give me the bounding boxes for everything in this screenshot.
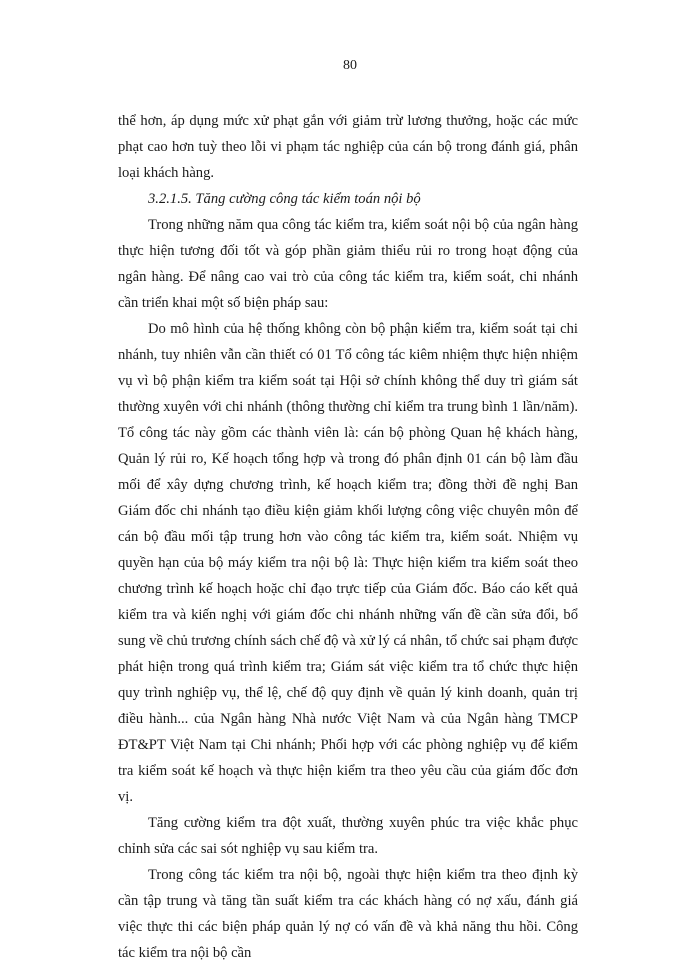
- paragraph: Trong công tác kiểm tra nội bộ, ngoài thực hiện kiểm tra theo định kỳ cần tập trung và tăng tần suất kiểm tra các khách hàng có nợ xấu, đánh giá việc thực thi các biện pháp quản lý nợ có vấn đề và khả năng thu hồi. Công tác kiểm tra nội bộ cần: [118, 867, 578, 961]
- paragraph: Trong những năm qua công tác kiểm tra, kiểm soát nội bộ của ngân hàng thực hiện tương đối tốt và góp phần giảm thiểu rủi ro trong hoạt động của ngân hàng. Để nâng cao vai trò của công tác kiểm tra, kiểm soát, chi nhánh cần triển khai một số biện pháp sau:: [118, 217, 578, 311]
- paragraph: Do mô hình của hệ thống không còn bộ phận kiểm tra, kiểm soát tại chi nhánh, tuy nhiên vẫn cần thiết có 01 Tổ công tác kiêm nhiệm thực hiện nhiệm vụ vì bộ phận kiểm tra kiểm soát tại Hội sở chính không thể duy trì giám sát thường xuyên với chi nhánh (thông thường chỉ kiểm tra trung bình 1 lần/năm). Tổ công tác này gồm các thành viên là: cán bộ phòng Quan hệ khách hàng, Quản lý rủi ro, Kế hoạch tổng hợp và trong đó phân định 01 cán bộ làm đầu mối để xây dựng chương trình, kế hoạch kiểm tra; đồng thời đề nghị Ban Giám đốc chi nhánh tạo điều kiện giảm khối lượng công việc chuyên môn để cán bộ đầu mối tập trung hơn vào công tác kiểm tra, kiểm soát. Nhiệm vụ quyền hạn của bộ máy kiểm tra nội bộ là: Thực hiện kiểm tra kiểm soát theo chương trình kế hoạch hoặc chỉ đạo trực tiếp của Giám đốc. Báo cáo kết quả kiểm tra và kiến nghị với giám đốc chi nhánh những vấn đề cần sửa đổi, bổ sung về chủ trương chính sách chế độ và xử lý cá nhân, tổ chức sai phạm được phát hiện trong quá trình kiểm tra; Giám sát việc kiểm tra tổ chức thực hiện quy trình nghiệp vụ, thể lệ, chế độ quy định về quản lý kinh doanh, quản trị điều hành... của Ngân hàng Nhà nước Việt Nam và của Ngân hàng TMCP ĐT&PT Việt Nam tại Chi nhánh; Phối hợp với các phòng nghiệp vụ để kiểm tra kiểm soát kế hoạch và thực hiện kiểm tra theo yêu cầu của giám đốc đơn vị.: [118, 321, 578, 805]
- page-number: 80: [343, 58, 357, 73]
- paragraph: Tăng cường kiểm tra đột xuất, thường xuyên phúc tra việc khắc phục chỉnh sửa các sai sót nghiệp vụ sau kiểm tra.: [118, 815, 578, 857]
- document-body: [118, 108, 578, 966]
- intro-paragraph: thể hơn, áp dụng mức xử phạt gắn với giảm trừ lương thưởng, hoặc các mức phạt cao hơn tuỳ theo lỗi vi phạm tác nghiệp của cán bộ trong đánh giá, phân loại khách hàng.: [118, 113, 578, 181]
- section-heading: 3.2.1.5. Tăng cường công tác kiểm toán nội bộ: [148, 191, 421, 207]
